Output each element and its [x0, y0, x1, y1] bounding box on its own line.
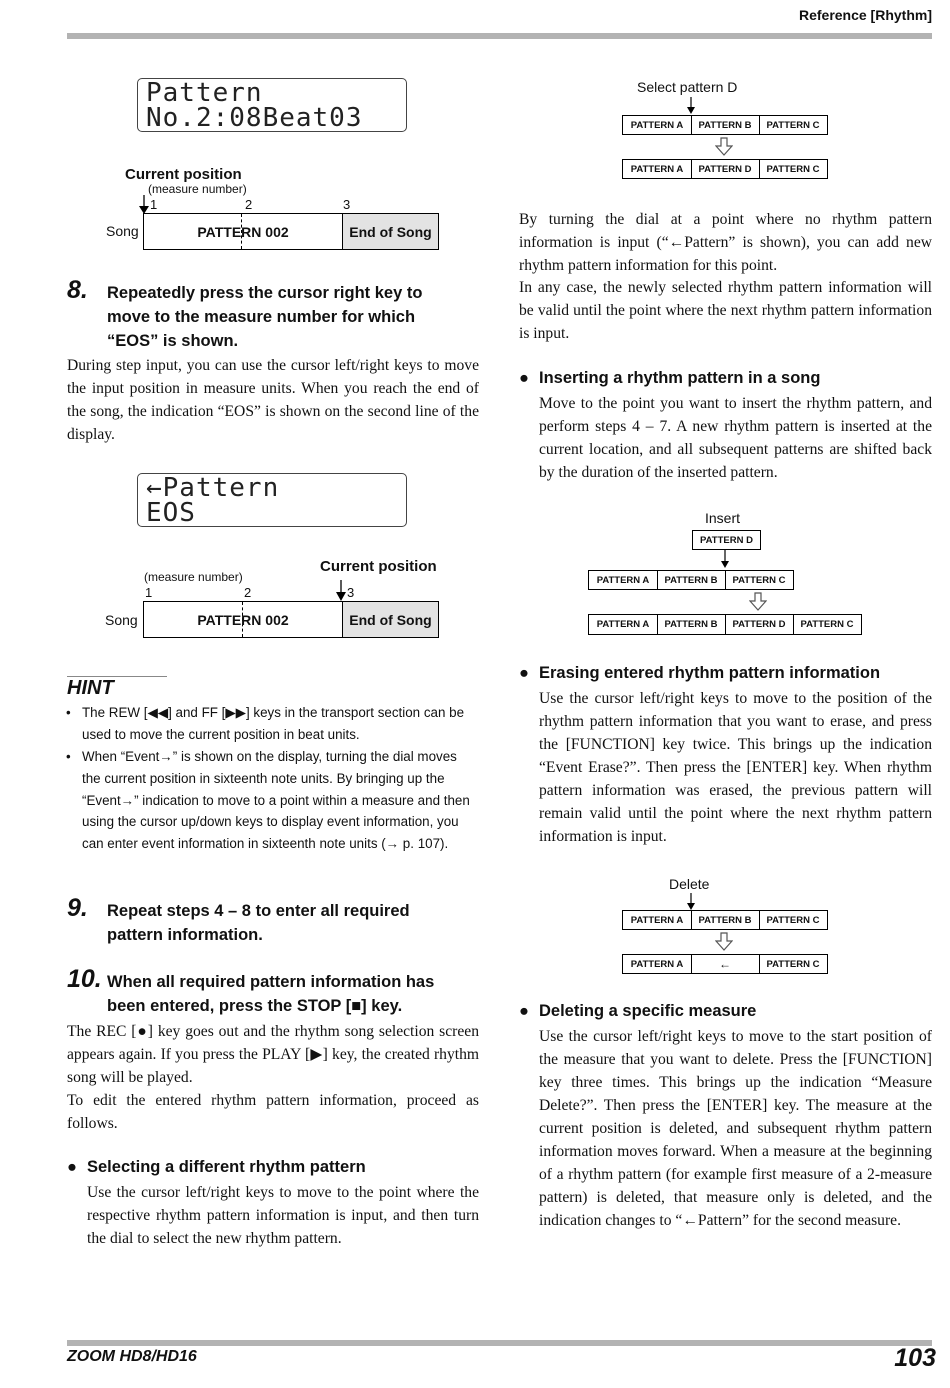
left-arrow-cell: ←	[719, 957, 731, 971]
pattern-cell: PATTERN C	[766, 164, 820, 175]
pattern-cell: PATTERN C	[732, 575, 786, 586]
pattern-row-after	[622, 954, 828, 974]
pattern-cell: PATTERN C	[766, 959, 820, 970]
song-label: Song	[105, 612, 138, 628]
pattern-cell: PATTERN A	[630, 915, 684, 926]
pattern-cell: PATTERN A	[596, 619, 650, 630]
step-10-body-1: The REC [●] key goes out and the rhythm song selection screen appears again. If you press the PLAY [▶] key, the created rhythm song will be played.	[67, 1023, 479, 1086]
down-arrow-icon	[715, 137, 733, 157]
measure-3-label: 3	[343, 197, 351, 212]
measure-3-label: 3	[347, 585, 355, 600]
lcd-display-2	[137, 473, 407, 527]
insert-heading: Inserting a rhythm pattern in a song	[539, 369, 821, 387]
lcd-line-2: EOS	[146, 498, 196, 528]
bullet-dot: ●	[519, 369, 529, 387]
lcd-line-1: ←Pattern	[146, 473, 280, 503]
hint-item-2: When “Event→” is shown on the display, turning the dial moves the current position in sixteenth note units. By bringing up the “Event→” indication to move to a point within a measure and then using the cursor up/down keys to display event information, you can enter event information in sixteenth note units (→ p. 107).	[82, 749, 470, 852]
step-10-title: When all required pattern information has been entered, press the STOP [■] key.	[107, 973, 435, 1015]
pattern-cell: PATTERN D	[700, 535, 753, 546]
pattern-cell: PATTERN A	[630, 164, 684, 175]
pattern-name: PATTERN 002	[197, 224, 289, 240]
step-10-number: 10.	[67, 965, 102, 993]
step-9-number: 9.	[67, 894, 88, 922]
pattern-cell: PATTERN B	[664, 575, 718, 586]
pattern-cell: PATTERN C	[766, 915, 820, 926]
measure-number-label: (measure number)	[148, 182, 247, 196]
right-paragraph-1: By turning the dial at a point where no rhythm pattern information is input (“←Pattern” is shown), you can add new rhythm pattern information for this point.	[519, 211, 932, 274]
delete-arrow-icon	[685, 893, 697, 911]
pattern-row-before	[588, 570, 794, 590]
right-paragraph-2: In any case, the newly selected rhythm pattern information will be valid until the point where the next rhythm pattern information is input.	[519, 279, 932, 342]
pattern-cell: PATTERN D	[732, 619, 786, 630]
pattern-cell: PATTERN A	[596, 575, 650, 586]
delete-measure-heading: Deleting a specific measure	[539, 1002, 757, 1020]
position-arrow-icon	[335, 580, 347, 602]
song-track	[143, 601, 439, 638]
current-position-label: Current position	[125, 166, 242, 183]
delete-measure-body: Use the cursor left/right keys to move to the start position of the measure that you want to delete. Press the [FUNCTION] key three times. This brings up the indication “Measure Delete?”. Then press the [ENTER] key. The measure at the current position is deleted, and subsequent rhythm pattern information moves forward. When a measure at the beginning of a rhythm pattern (for example first measure of a 2-measure pattern) is deleted, that measure only is deleted, and the indication changes to “←Pattern” for the second measure.	[539, 1028, 932, 1229]
measure-2-label: 2	[245, 197, 253, 212]
select-pattern-d-label: Select pattern D	[637, 79, 738, 95]
hint-bullet-1: •	[66, 705, 71, 720]
step-8-body: During step input, you can use the cursor left/right keys to move the input position in measure units. When you reach the end of the song, the indication “EOS” is shown on the second line of the display.	[67, 357, 479, 443]
pattern-cell: PATTERN D	[698, 164, 752, 175]
step-10-body-2: To edit the entered rhythm pattern information, proceed as follows.	[67, 1092, 479, 1132]
pattern-row-after	[588, 614, 862, 635]
pattern-cell: PATTERN B	[664, 619, 718, 630]
header-rule	[67, 33, 932, 39]
select-arrow-icon	[685, 97, 697, 115]
footer-rule	[67, 1340, 932, 1346]
end-of-song-label: End of Song	[349, 612, 432, 628]
bullet-dot: ●	[519, 1002, 529, 1020]
select-pattern-body: Use the cursor left/right keys to move to the point where the respective rhythm pattern information is input, and then turn the dial to select the new rhythm pattern.	[87, 1184, 479, 1247]
bullet-dot: ●	[67, 1158, 77, 1176]
select-pattern-heading: Selecting a different rhythm pattern	[87, 1158, 366, 1176]
lcd-display-1	[137, 78, 407, 132]
bullet-dot: ●	[519, 664, 529, 682]
running-header: Reference [Rhythm]	[798, 7, 932, 23]
step-9-title: Repeat steps 4 – 8 to enter all required pattern information.	[107, 902, 410, 944]
hint-item-1: The REW [◀◀] and FF [▶▶] keys in the transport section can be used to move the current position in beat units.	[82, 705, 465, 742]
position-arrow-icon	[138, 195, 150, 215]
delete-label: Delete	[669, 876, 710, 892]
pattern-row-before	[622, 115, 828, 135]
step-8-number: 8.	[67, 276, 88, 304]
insert-label: Insert	[705, 510, 741, 526]
song-track	[143, 213, 439, 250]
pattern-cell: PATTERN C	[800, 619, 854, 630]
pattern-name: PATTERN 002	[197, 612, 289, 628]
current-position-label: Current position	[320, 558, 437, 575]
lcd-line-2: No.2:08Beat03	[146, 103, 363, 133]
pattern-cell: PATTERN A	[630, 120, 684, 131]
pattern-row-before	[622, 910, 828, 930]
measure-number-label: (measure number)	[144, 570, 243, 584]
erase-body: Use the cursor left/right keys to move to the position of the rhythm pattern information that you want to erase, and press the [FUNCTION] key twice. This brings up the indication “Event Erase?”. Then press the [ENTER] key. When rhythm pattern information was erased, the previous pattern will remain valid until the point where the next rhythm pattern information is input.	[539, 690, 932, 845]
new-pattern-box	[692, 530, 761, 550]
measure-1-label: 1	[145, 585, 153, 600]
measure-2-label: 2	[244, 585, 252, 600]
erase-heading: Erasing entered rhythm pattern information	[539, 664, 881, 682]
pattern-cell: PATTERN C	[766, 120, 820, 131]
measure-1-label: 1	[150, 197, 158, 212]
hint-bullet-2: •	[66, 749, 71, 764]
end-of-song-label: End of Song	[349, 224, 432, 240]
pattern-cell: PATTERN A	[630, 959, 684, 970]
song-label: Song	[106, 223, 139, 239]
down-arrow-icon	[749, 592, 767, 612]
down-arrow-icon	[715, 932, 733, 952]
insert-body: Move to the point you want to insert the rhythm pattern, and perform steps 4 – 7. A new rhythm pattern is inserted at the current location, and all subsequent patterns are shifted back by the duration of the inserted pattern.	[539, 395, 932, 481]
pattern-row-after	[622, 159, 828, 179]
hint-title: HINT	[67, 677, 114, 699]
page-number: 103	[894, 1344, 936, 1372]
lcd-line-1: Pattern	[146, 78, 263, 108]
insert-arrow-icon	[719, 550, 731, 570]
step-8-title: Repeatedly press the cursor right key to move to the measure number for which “EOS” is shown.	[107, 284, 423, 350]
pattern-cell: PATTERN B	[698, 120, 752, 131]
footer-model: ZOOM HD8/HD16	[67, 1348, 197, 1365]
pattern-cell: PATTERN B	[698, 915, 752, 926]
